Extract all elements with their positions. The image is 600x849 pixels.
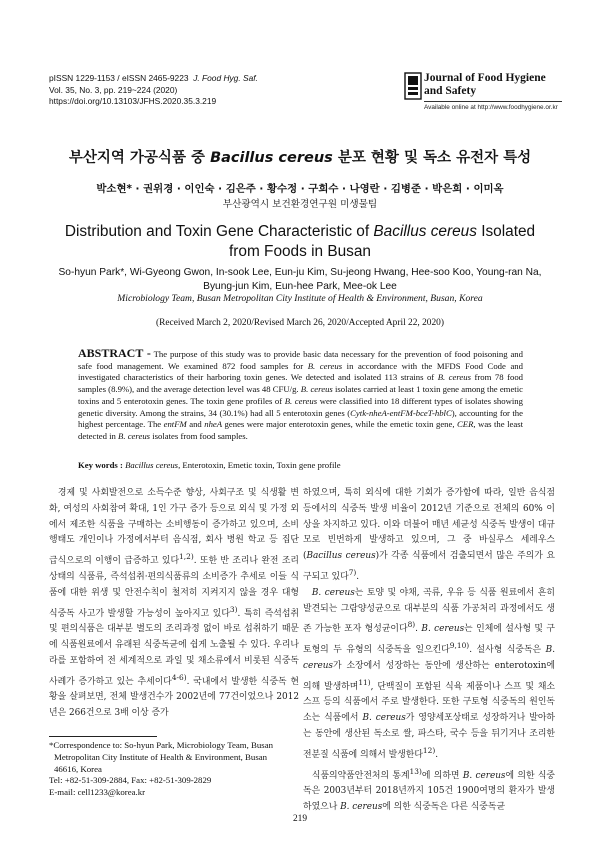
body-paragraph: 식품의약품안전처의 통계$^{13)}$에 의하면 B. cereus에 의한 식중독은 2003년부터 2018년까지 105건 1900여명의 환자가 발생하였으나 B. cereus에 의한 식중독은 다른 식중독균 xyxy=(303,766,556,813)
journal-emblem-icon xyxy=(404,72,422,100)
journal-header xyxy=(49,73,258,108)
abstract-label: ABSTRACT - xyxy=(78,346,151,360)
page-number: 219 xyxy=(292,814,308,824)
footnote-divider xyxy=(49,736,157,737)
korean-affiliation: 부산광역시 보건환경연구원 미생물팀 xyxy=(222,199,378,210)
english-affiliation: Microbiology Team, Busan Metropolitan City Institute of Health & Environment, Busan, Korea xyxy=(117,293,483,304)
correspondence-footnote: *Correspondence to: So-hyun Park, Microbiology Team, Busan Metropolitan City Institute of Health & Environment, Busan 46616, Korea Tel: +82-51-309-2884, Fax: +82-51-309-2829 E-mail: cell1233@korea.kr xyxy=(49,740,299,799)
english-title: Distribution and Toxin Gene Characteristic of Bacillus cereus Isolated from Foods in Busan xyxy=(64,223,536,260)
body-paragraph: B. cereus는 토양 및 야채, 곡류, 우유 등 식품 원료에서 흔히 발견되는 그람양성균으로 대부분의 식품 가공처리 과정에서도 생존 가능한 포자 형성균이다$^{8)}$. B. cereus는 인체에 설사형 및 구토형의 두 유형의 식중독을 일으킨다$^{9,10)}$. 설사형 식중독은 B. cereus가 소장에서 성장하는 동안에 생산하는 enterotoxin에 의해 발생하며$^{11)}$, 단백질이 포함된 식육 제품이나 스프 및 채소스프 등의 식품에서 주로 발생한다. 또한 구토형 식중독의 원인독소는 식품에서 B. cereus가 영양세포상태로 성장하거나 발아하는 동안에 생산된 독소로 쌀, 파스타, 국수 등을 뒤기거나 조리한 전분질 식품에 의해서 발생한다$^{12)}$. xyxy=(303,587,556,760)
logo-divider xyxy=(424,101,562,102)
body-paragraph: 하였으며, 특히 외식에 대한 기회가 증가함에 따라, 일반 음식점 등에서의 식중독 발생 비율이 2012년 기준으로 전체의 60% 이상을 차지하고 있다. 이와 더불어 매년 세균성 식중독 발생이 대규모로 빈번하게 발생하고 있으며, 그 중 바실루스 세레우스(Bacillus cereus)가 각종 식품에서 검출되면서 많은 주의가 요구되고 있다$^{7)}$. xyxy=(303,488,555,582)
volume-info: Vol. 35, No. 3, pp. 219~224 (2020) xyxy=(49,84,178,95)
received-dates: (Received March 2, 2020/Revised March 26, 2020/Accepted April 22, 2020) xyxy=(156,318,444,328)
korean-title: 부산지역 가공식품 중 Bacillus cereus 분포 현황 및 독소 유전자 특성 xyxy=(68,150,532,166)
journal-abbrev: J. Food Hyg. Saf. xyxy=(193,73,258,83)
keywords: Key words : Bacillus cereus, Enterotoxin, Emetic toxin, Toxin gene profile xyxy=(78,460,341,470)
doi-link[interactable]: https://doi.org/10.13103/JFHS.2020.35.3.219 xyxy=(49,96,217,106)
body-paragraph: 경제 및 사회발전으로 소득수준 향상, 사회구조 및 식생활 변화, 여성의 사회참여 확대, 1인 가구 증가 등으로 외식 및 가정 외에서 제조한 식품을 구매하는 소비행동이 증가하고 있으며, 소비행태도 개인이나 가정에서부터 음식점, 회사 병원 학교 등 집단 급식으로의 이행이 급증하고 있다$^{1,2)}$. 또한 반 조리나 완전 조리 상태의 식품류, 즉석섭취·편의식품류의 소비증가 추세로 이들 식품에 대한 위생 및 안전수칙이 철저히 지켜지지 않을 경우 대형 식중독 사고가 발생할 가능성이 높아지고 있다$^{3)}$. 특히 즉석섭취 및 편의식품은 대부분 별도의 조리과정 없이 바로 섭취하기 때문에 식품원료에서 유래된 식중독균에 쉽게 노출될 수 있다. 우리나라를 포함하여 전 세계적으로 과일 및 채소류에서 비롯된 식중독 사례가 증가하고 있는 추세이다$^{4-6)}$. 국내에서 발생한 식중독 현황을 살펴보면, 전체 발생건수가 2002년에 77건이었으나 2012년은 266건으로 3배 이상 증가 xyxy=(49,488,300,719)
body-column-left xyxy=(49,486,299,722)
logo-title-line2: and Safety xyxy=(424,85,477,97)
korean-authors: 박소현* · 권위경 · 이인숙 · 김은주 · 황수정 · 구희수 · 나영란 · 김병준 · 박은희 · 이미옥 xyxy=(96,183,504,195)
logo-url[interactable]: Available online at http://www.foodhygiene.or.kr xyxy=(424,104,558,111)
keywords-label: Key words : xyxy=(78,460,123,470)
english-authors: So-hyun Park*, Wi-Gyeong Gwon, In-sook Lee, Eun-ju Kim, Su-jeong Hwang, Hee-soo Koo, Young-ran Na, Byung-jun Kim, Eun-hee Park, Mee-ok Lee xyxy=(58,267,542,292)
logo-title-line1: Journal of Food Hygiene xyxy=(424,72,546,84)
correspondence-email[interactable]: E-mail: cell1233@korea.kr xyxy=(49,787,146,798)
issn: pISSN 1229-1153 / eISSN 2465-9223 xyxy=(49,73,189,83)
abstract: ABSTRACT - The purpose of this study was to provide basic data necessary for the prevention of food poisoning and safe food management. We examined 872 food samples for B. cereus in accordance with the MFDS Food Code and investigated characteristics of their harboring toxin genes. We detected and isolated 113 strains of B. cereus from 78 food samples (8.9%), and the average detection level was 48 CFU/g. B. cereus isolates carried at least 1 toxin gene among the emetic toxins and 5 enterotoxin genes. The toxin gene profiles of B. cereus were classified into 18 different types of isolates showing genetic diversity. Among the strains, 34 (30.1%) had all 5 enterotoxin genes (Cytk-nheA-entFM-bceT-hblC), accounting for the highest percentage. The entFM and nheA genes were major enterotoxin genes, while the emetic toxin gene, CER, was the least detected in B. cereus isolates from food samples. xyxy=(78,346,524,441)
journal-logo xyxy=(404,70,564,114)
body-column-right xyxy=(303,486,555,816)
